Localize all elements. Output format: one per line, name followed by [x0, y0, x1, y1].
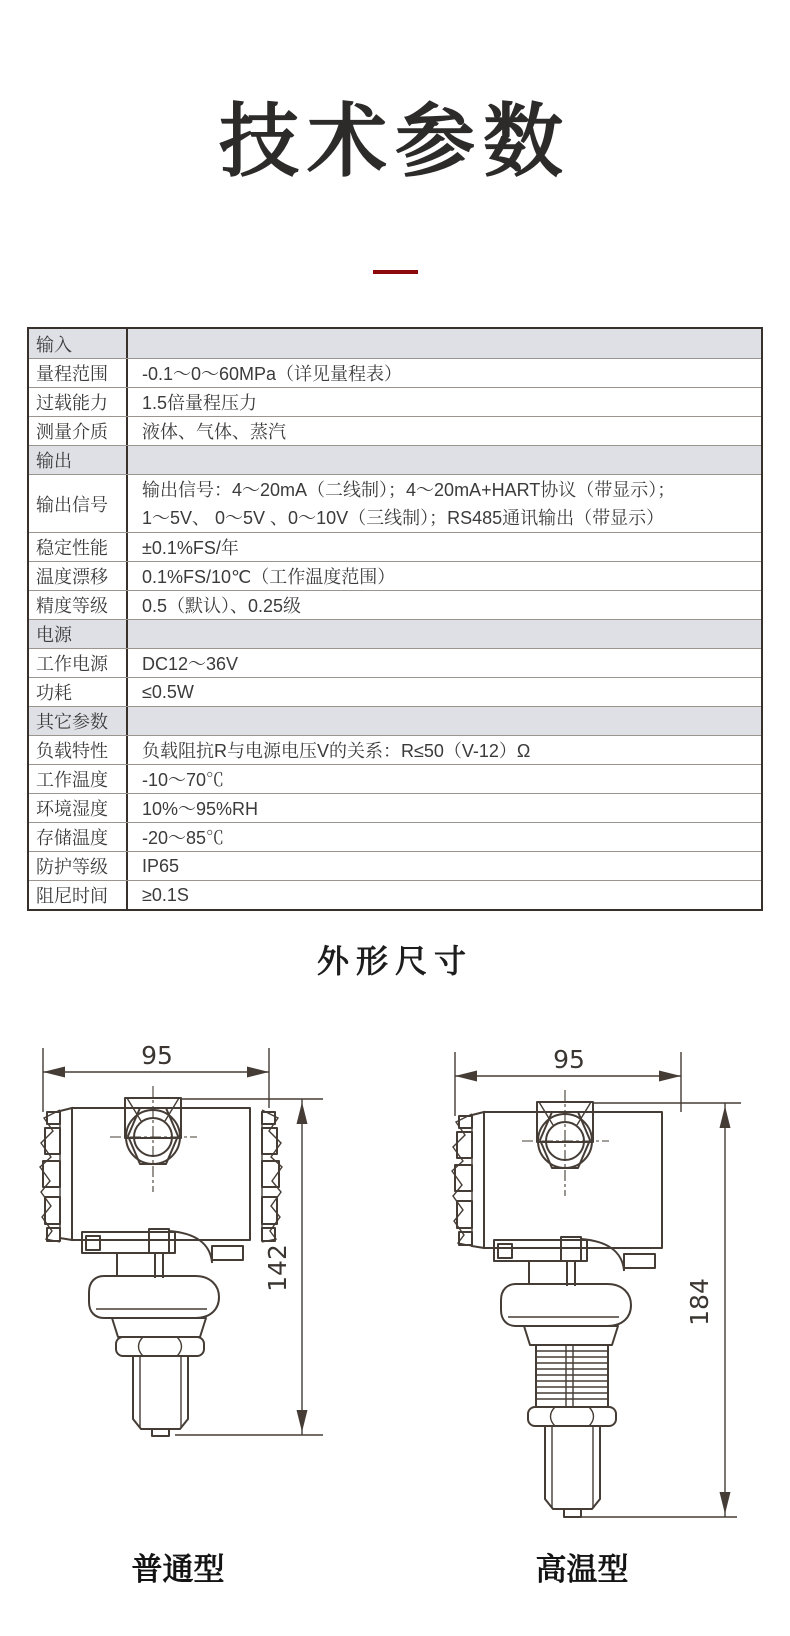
- signal-line-1: 输出信号：4～20mA（二线制）；4～20mA+HART协议（带显示）；: [142, 479, 676, 500]
- spec-row: [29, 561, 761, 590]
- width-dim-label-high-temp: 95: [553, 1045, 585, 1074]
- spec-row-label: 精度等级: [29, 591, 128, 619]
- spec-row: [29, 793, 761, 822]
- bracket-high-temp: [494, 1237, 655, 1285]
- spec-row-label: 负载特性: [29, 736, 128, 764]
- spec-row-value: ±0.1%FS/年: [142, 538, 239, 558]
- spec-row-value: ≤0.5W: [142, 681, 194, 702]
- radiator-fins: [536, 1345, 608, 1407]
- spec-row: [29, 387, 761, 416]
- spec-row-label: 工作电源: [29, 649, 128, 677]
- spec-row: [29, 822, 761, 851]
- spec-row-value: [128, 475, 761, 532]
- spec-row: [29, 358, 761, 387]
- housing-ribs-left-ht: [452, 1114, 472, 1246]
- spec-row-value: 10%～95%RH: [142, 799, 259, 819]
- spec-row: [29, 735, 761, 764]
- spec-row-label: 稳定性能: [29, 533, 128, 561]
- spec-row-label: 其它参数: [29, 707, 128, 735]
- spec-row: [29, 648, 761, 677]
- process-body-standard: [89, 1276, 219, 1436]
- spec-row-label: 量程范围: [29, 359, 128, 387]
- spec-row-value: 0.5（默认）、0.25级: [142, 596, 302, 616]
- spec-row: [29, 851, 761, 880]
- spec-row: [29, 445, 761, 474]
- spec-row-value: 负载阻抗R与电源电压V的关系：R≤50（V-12）Ω: [142, 741, 531, 761]
- spec-row-value: [128, 620, 761, 648]
- spec-row-value: -0.1～0～60MPa（详见量程表）: [142, 364, 403, 384]
- spec-row-value: 1.5倍量程压力: [142, 393, 258, 413]
- spec-row: [29, 416, 761, 445]
- spec-row: [29, 532, 761, 561]
- spec-row-label: 存储温度: [29, 823, 128, 851]
- spec-row-label: 输入: [29, 329, 128, 358]
- drawing-standard-type: [40, 1041, 323, 1436]
- spec-row: [29, 619, 761, 648]
- height-dim-label-standard: 142: [263, 1244, 292, 1292]
- caption-high-temp-type: 高温型: [535, 1552, 629, 1587]
- cable-gland-high-temp: [522, 1090, 609, 1196]
- cable-gland-standard: [110, 1086, 197, 1192]
- spec-row: [29, 474, 761, 532]
- spec-row: [29, 329, 761, 358]
- spec-row-value: [128, 446, 761, 474]
- spec-row-label: 环境湿度: [29, 794, 128, 822]
- housing-ribs-right: [262, 1110, 282, 1242]
- height-dim-label-high-temp: 184: [685, 1278, 714, 1326]
- caption-standard-type: 普通型: [131, 1552, 225, 1587]
- spec-row-value: DC12～36V: [142, 654, 239, 674]
- spec-row-label: 阻尼时间: [29, 881, 128, 909]
- spec-row-value: ≥0.1S: [142, 884, 189, 905]
- spec-row: [29, 590, 761, 619]
- housing-ribs-left: [40, 1110, 60, 1242]
- spec-row-label: 工作温度: [29, 765, 128, 793]
- width-dimension-high-temp: [455, 1045, 681, 1116]
- spec-table: [27, 327, 763, 911]
- height-dimension-high-temp: [565, 1103, 741, 1517]
- dimensions-heading: 外形尺寸: [316, 943, 473, 979]
- spec-row-label: 过载能力: [29, 388, 128, 416]
- spec-row-value: [128, 707, 761, 735]
- spec-row-value: 液体、气体、蒸汽: [142, 422, 286, 442]
- process-body-high-temp: [501, 1284, 631, 1517]
- page-title: 技术参数: [219, 95, 571, 188]
- spec-row: [29, 677, 761, 706]
- title-accent-bar: [373, 270, 418, 274]
- spec-row-label: 输出信号: [29, 475, 128, 532]
- drawing-high-temp-type: [452, 1045, 790, 1517]
- housing-high-temp: [472, 1112, 662, 1248]
- width-dimension-standard: [43, 1041, 269, 1112]
- spec-row: [29, 706, 761, 735]
- spec-row: [29, 880, 761, 909]
- width-dim-label-standard: 95: [141, 1041, 173, 1070]
- spec-row-value: IP65: [142, 855, 180, 876]
- bracket-standard: [82, 1229, 243, 1277]
- spec-row-label: 功耗: [29, 678, 128, 706]
- spec-row-label: 电源: [29, 620, 128, 648]
- spec-row-value: -10～70℃: [142, 770, 225, 790]
- housing-standard: [60, 1108, 250, 1240]
- spec-row-value: 0.1%FS/10℃（工作温度范围）: [142, 567, 396, 587]
- spec-row: [29, 764, 761, 793]
- spec-row-value: -20～85℃: [142, 828, 225, 848]
- dimension-drawings: [0, 1030, 790, 1550]
- spec-row-value: [128, 329, 761, 358]
- spec-row-label: 温度漂移: [29, 562, 128, 590]
- spec-row-label: 防护等级: [29, 852, 128, 880]
- spec-row-label: 输出: [29, 446, 128, 474]
- spec-row-label: 测量介质: [29, 417, 128, 445]
- signal-line-2: 1～5V、 0～5V 、0～10V（三线制）；RS485通讯输出（带显示）: [142, 507, 665, 528]
